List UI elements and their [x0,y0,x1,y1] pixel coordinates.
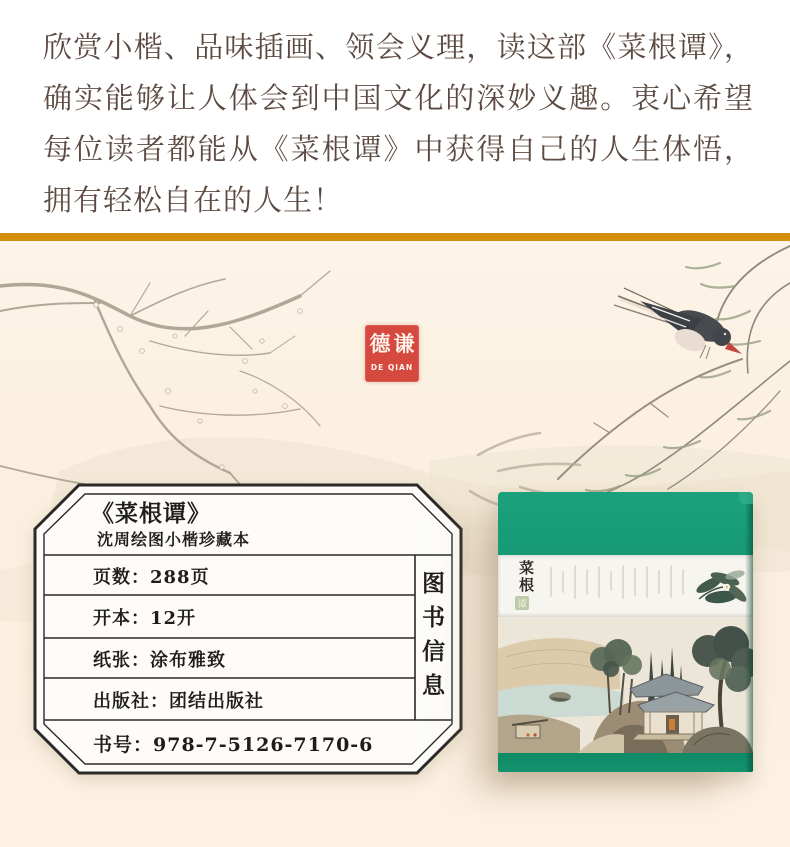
faint-text-column [550,567,552,597]
faint-text-column [586,569,588,595]
book-title: 《菜根谭》 [91,500,211,527]
faint-text-column [658,570,660,594]
faint-text-column [682,569,684,595]
faint-text-column [622,565,624,599]
box-right-edge-shadow [745,492,753,772]
book-wrap-band [498,555,753,617]
book-box-photo [498,492,753,772]
faint-text-column [562,571,564,593]
bird-art [614,288,742,359]
seal-caption: DE QIAN [370,363,414,372]
info-row-pages: 页数：288页 [93,567,210,588]
gold-divider-bar [0,233,790,241]
faint-text-column [574,565,576,599]
book-cover-title-calligraphy: 菜根 [517,560,535,594]
seal-characters [370,329,415,359]
faint-text-column [598,566,600,598]
book-info-panel [33,483,463,775]
watercolor-stage [0,241,790,847]
seal-char-qian: 谦 [393,331,415,356]
intro-section [0,0,790,233]
faint-text-column [634,568,636,596]
book-cover-title-seal: 谭 [515,596,529,610]
faint-text-column [670,565,672,598]
faint-text-column [610,571,612,591]
book-subtitle: 沈周绘图小楷珍藏本 [97,530,251,549]
info-row-paper: 纸张：涂布雅致 [93,650,226,671]
faint-text-column [646,566,648,598]
landscape-painting [498,617,753,753]
seal-char-de: 德 [369,331,391,356]
orchid-leaf-painting [689,559,751,615]
info-panel-side-label: 图书信息 [418,571,445,707]
intro-paragraph: 欣赏小楷、品味插画、领会义理，读这部《菜根谭》，确实能够让人体会到中国文化的深妙义趣。衷心希望每位读者都能从《菜根谭》中获得自己的人生体悟，拥有轻松自在的人生！ [43,30,754,217]
info-row-publisher: 出版社：团结出版社 [93,691,264,712]
info-row-isbn: 书号：978-7-5126-7170-6 [93,734,374,756]
info-row-format: 开本：12开 [93,608,197,629]
box-top-edge-highlight [739,492,753,504]
red-seal-stamp [365,325,419,382]
box-bottom-green-band [498,753,753,772]
